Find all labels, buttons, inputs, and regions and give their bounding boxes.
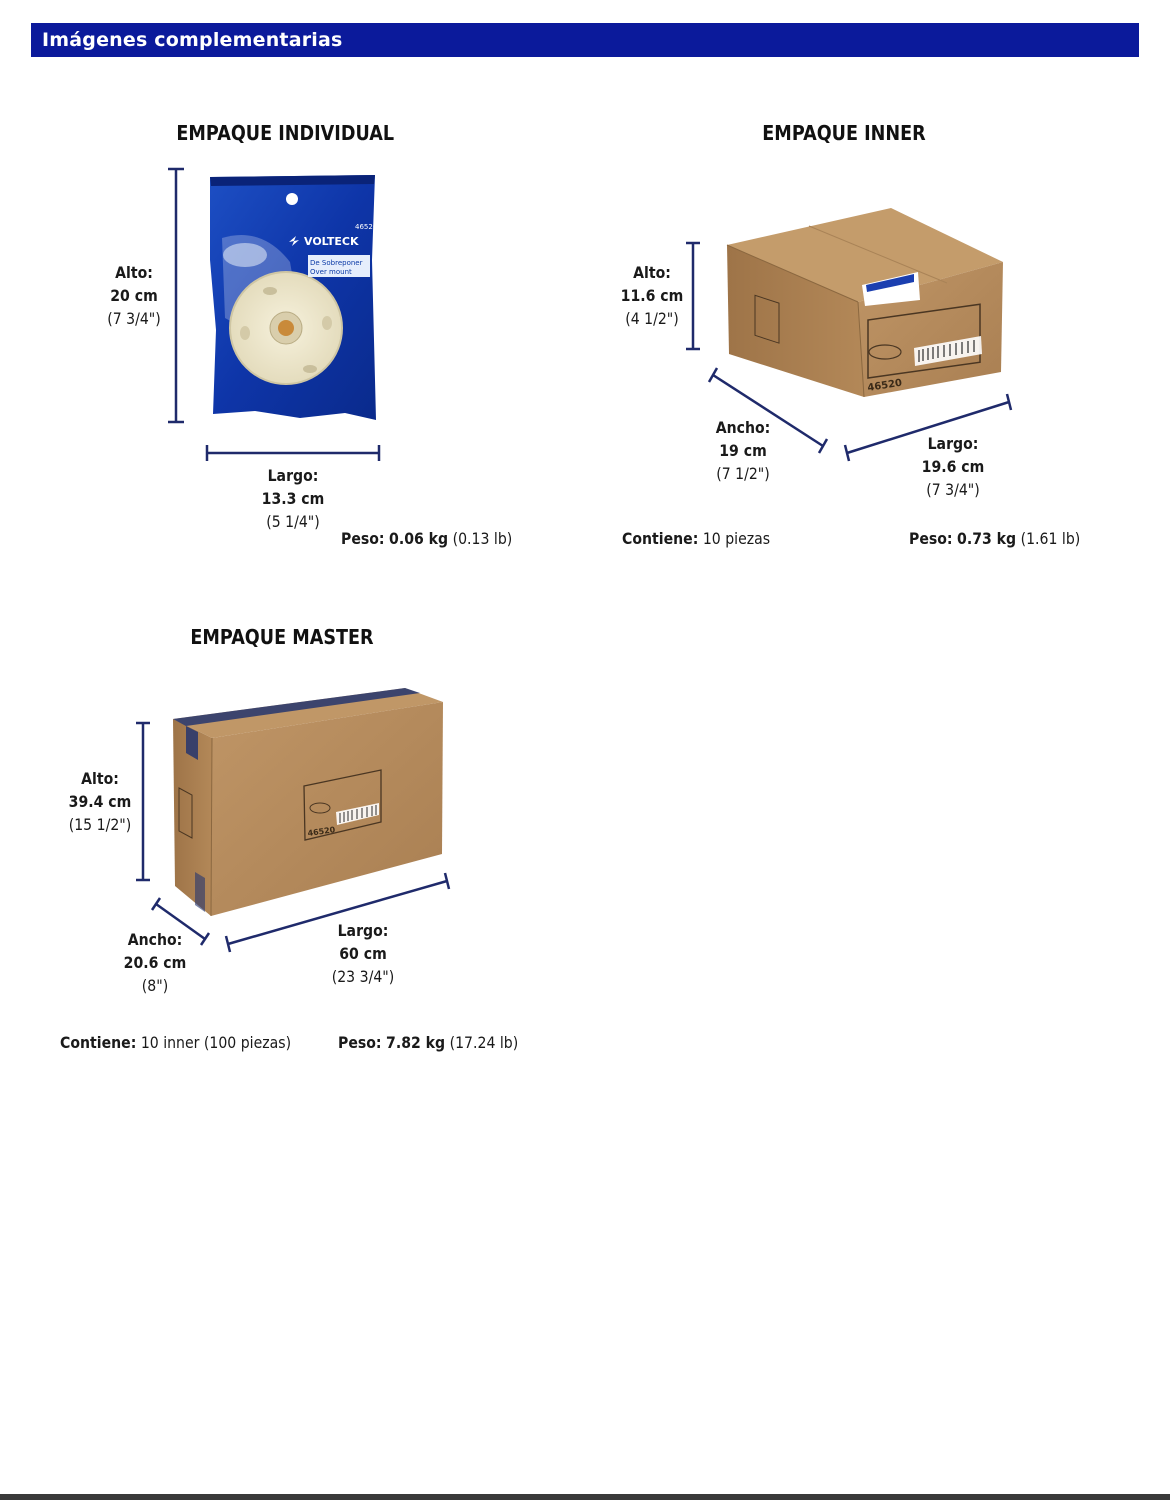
inner-box-code: 46520 xyxy=(866,377,903,394)
master-length-label: Largo: 60 cm (23 3/4") xyxy=(331,921,395,986)
master-height-label: Alto: 39.4 cm (15 1/2") xyxy=(68,769,132,834)
master-width-label: Ancho: 20.6 cm (8") xyxy=(123,930,187,995)
individual-section-title: EMPAQUE INDIVIDUAL xyxy=(176,121,395,145)
master-section-title: EMPAQUE MASTER xyxy=(190,625,374,649)
individual-pack-text-2: Over mount xyxy=(310,268,352,276)
master-weight: Peso: 7.82 kg (17.24 lb) xyxy=(338,1033,519,1052)
individual-pack-text-1: De Sobreponer xyxy=(310,259,363,267)
section-header-title: Imágenes complementarias xyxy=(42,29,343,51)
inner-length-label: Largo: 19.6 cm (7 3/4") xyxy=(921,434,985,499)
individual-weight: Peso: 0.06 kg (0.13 lb) xyxy=(341,529,513,548)
master-box-code: 46520 xyxy=(307,825,336,838)
inner-width-label: Ancho: 19 cm (7 1/2") xyxy=(715,418,771,483)
inner-box-image xyxy=(727,208,1003,397)
individual-brand-logo: VOLTECK xyxy=(304,235,359,248)
inner-section-title: EMPAQUE INNER xyxy=(762,121,926,145)
master-box-image xyxy=(173,688,443,916)
individual-length-dimension-line xyxy=(207,445,379,461)
individual-blister-pack-image xyxy=(210,175,376,420)
master-contents: Contiene: 10 inner (100 piezas) xyxy=(60,1033,292,1052)
footer-bar xyxy=(0,1494,1170,1500)
inner-weight: Peso: 0.73 kg (1.61 lb) xyxy=(909,529,1081,548)
inner-contents: Contiene: 10 piezas xyxy=(622,529,771,548)
individual-height-label: Alto: 20 cm (7 3/4") xyxy=(107,263,161,328)
inner-height-label: Alto: 11.6 cm (4 1/2") xyxy=(620,263,684,328)
individual-product-code: 46520 xyxy=(355,223,378,231)
individual-length-label: Largo: 13.3 cm (5 1/4") xyxy=(261,466,325,531)
